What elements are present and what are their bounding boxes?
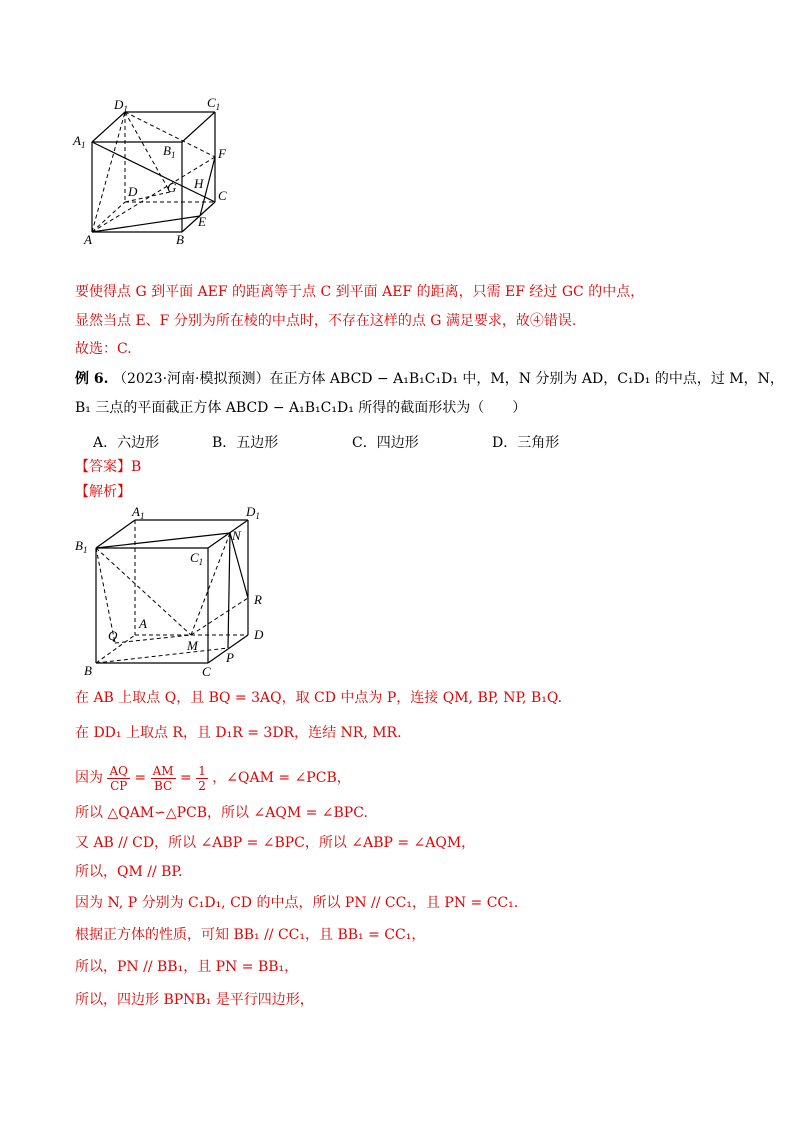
- solution1-line1: 要使得点 G 到平面 AEF 的距离等于点 C 到平面 AEF 的距离，只需 EF 经过 GC 的中点，: [75, 284, 645, 300]
- option-D: D．三角形: [492, 435, 560, 451]
- cube-diagram-1: [70, 92, 240, 252]
- solution1-line2: 显然当点 E、F 分别为所在棱的中点时，不存在这样的点 G 满足要求，故④错误.: [75, 313, 577, 329]
- label-B1: $B_1$: [75, 538, 88, 555]
- label-C1: $C_1$: [190, 550, 204, 567]
- solution2-line5: 又 AB // CD，所以 ∠ABP = ∠BPC，所以 ∠ABP = ∠AQM，: [75, 835, 476, 851]
- option-C: C．四边形: [352, 435, 419, 451]
- label-E: E: [198, 214, 206, 229]
- label-P: P: [226, 650, 234, 665]
- option-A: A．六边形: [93, 435, 160, 451]
- label-N: N: [232, 528, 241, 543]
- cube-figure-1: [70, 92, 240, 252]
- solution2-line9: 所以，PN // BB₁，且 PN = BB₁，: [75, 959, 299, 975]
- solution2-line4: 所以 △QAM∽△PCB，所以 ∠AQM = ∠BPC.: [75, 805, 368, 821]
- label-B: B: [176, 232, 184, 247]
- solution2-line2: 在 DD₁ 上取点 R，且 D₁R = 3DR，连结 NR, MR.: [75, 725, 402, 741]
- solution1-conclusion: 故选：C.: [75, 341, 132, 357]
- label-B: B: [84, 663, 92, 678]
- label-B1: $B_1$: [163, 143, 176, 160]
- solution2-line1: 在 AB 上取点 Q，且 BQ = 3AQ，取 CD 中点为 P，连接 QM, BP, NP, B₁Q.: [75, 690, 563, 706]
- because-text: 因为: [75, 770, 103, 786]
- label-H: H: [194, 176, 204, 191]
- option-B: B．五边形: [212, 435, 279, 451]
- label-R: R: [254, 592, 262, 607]
- label-D1: $D_1$: [246, 504, 260, 521]
- label-Q: Q: [108, 628, 118, 643]
- label-D: D: [128, 184, 138, 199]
- solution2-line3: 因为 $\frac{AQ}{CP}$ = $\frac{AM}{BC}$ = $\frac{1}{2}$ ，∠QAM = ∠PCB，: [75, 763, 351, 793]
- solution2-line8: 根据正方体的性质，可知 BB₁ // CC₁，且 BB₁ = CC₁，: [75, 927, 426, 943]
- cube-diagram-2: [70, 500, 280, 680]
- label-C: C: [218, 188, 227, 203]
- solution2-line6: 所以，QM // BP.: [75, 864, 183, 880]
- label-M: M: [187, 638, 198, 653]
- label-C1: $C_1$: [207, 95, 221, 112]
- example6-source: （2023·河南·模拟预测）在正方体 ABCD − A₁B₁C₁D₁ 中，M，N 分别为 AD，C₁D₁ 的中点，过 M，N，: [112, 371, 784, 387]
- label-F: F: [218, 146, 226, 161]
- label-D1: $D_1$: [114, 97, 128, 114]
- example6-stem-line2: B₁ 三点的平面截正方体 ABCD − A₁B₁C₁D₁ 所得的截面形状为（ ）: [75, 400, 527, 416]
- fraction-AQ-CP: $\frac{AQ}{CP}$: [109, 763, 128, 793]
- analysis-label: 【解析】: [75, 484, 131, 500]
- label-A: A: [139, 616, 147, 631]
- example6-heading: 例 6.: [75, 371, 109, 387]
- fraction-AM-BC: $\frac{AM}{BC}$: [152, 763, 174, 793]
- cube-figure-2: [70, 500, 280, 680]
- angle-equality-text: ，∠QAM = ∠PCB，: [212, 770, 351, 786]
- solution2-line7: 因为 N, P 分别为 C₁D₁, CD 的中点，所以 PN // CC₁，且 PN = CC₁.: [75, 895, 519, 911]
- example6-stem-line1: [75, 369, 784, 389]
- label-D: D: [254, 627, 264, 642]
- label-A: A: [84, 232, 92, 247]
- fraction-one-half: $\frac{1}{2}$: [198, 763, 206, 793]
- answer-label: 【答案】B: [75, 459, 142, 475]
- label-A1: $A_1$: [73, 133, 86, 150]
- label-G: G: [167, 180, 177, 195]
- label-C: C: [202, 664, 211, 679]
- label-A1: $A_1$: [132, 504, 145, 521]
- solution2-line10: 所以，四边形 BPNB₁ 是平行四边形，: [75, 992, 314, 1008]
